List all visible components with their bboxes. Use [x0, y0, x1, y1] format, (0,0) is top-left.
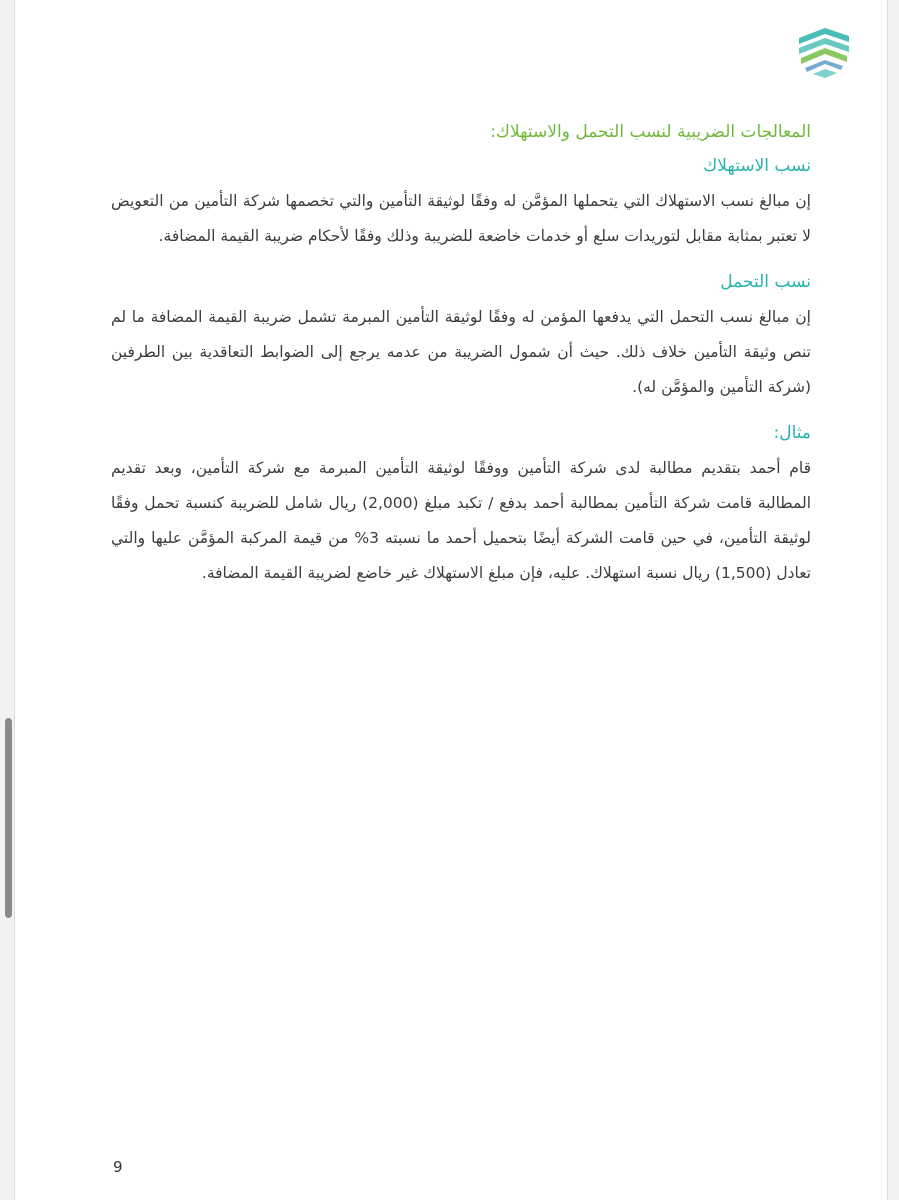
vertical-scrollbar[interactable]: [5, 718, 12, 918]
page-number: 9: [113, 1158, 123, 1176]
document-content: [111, 118, 811, 605]
section-paragraph: قام أحمد بتقديم مطالبة لدى شركة التأمين ووفقًا لوثيقة التأمين المبرمة مع شركة التأمين، وبعد تقديم المطالبة قامت شركة التأمين بمطالبة أحمد بدفع / تكبد مبلغ (2,000) ريال شامل للضريبة كنسبة تحمل وفقًا لوثيقة التأمين، في حين قامت الشركة أيضًا بتحميل أحمد ما نسبته 3% من قيمة المركبة المؤمَّن عليها والتي تعادل (1,500) ريال نسبة استهلاك. عليه، فإن مبلغ الاستهلاك غير خاضع لضريبة القيمة المضافة.: [111, 459, 811, 582]
zatca-logo-icon: [793, 22, 855, 80]
section-depreciation: [111, 152, 811, 254]
section-deductible: [111, 268, 811, 405]
section-title: نسب التحمل: [720, 272, 811, 292]
section-title: مثال:: [773, 423, 811, 443]
section-paragraph: إن مبالغ نسب الاستهلاك التي يتحملها المؤمَّن له وفقًا لوثيقة التأمين والتي تخصمها شركة التأمين من التعويض لا تعتبر بمثابة مقابل لتوريدات سلع أو خدمات خاضعة للضريبة وذلك وفقًا لأحكام ضريبة القيمة المضافة.: [111, 192, 811, 245]
section-title: نسب الاستهلاك: [703, 156, 811, 176]
main-heading: المعالجات الضريبية لنسب التحمل والاستهلاك:: [490, 122, 811, 142]
section-example: [111, 419, 811, 591]
section-paragraph: إن مبالغ نسب التحمل التي يدفعها المؤمن له وفقًا لوثيقة التأمين المبرمة تشمل ضريبة القيمة المضافة ما لم تنص وثيقة التأمين خلاف ذلك. حيث أن شمول الضريبة من عدمه يرجع إلى الضوابط التعاقدية بين الطرفين (شركة التأمين والمؤمَّن له).: [111, 308, 811, 396]
document-page: [14, 0, 888, 1200]
